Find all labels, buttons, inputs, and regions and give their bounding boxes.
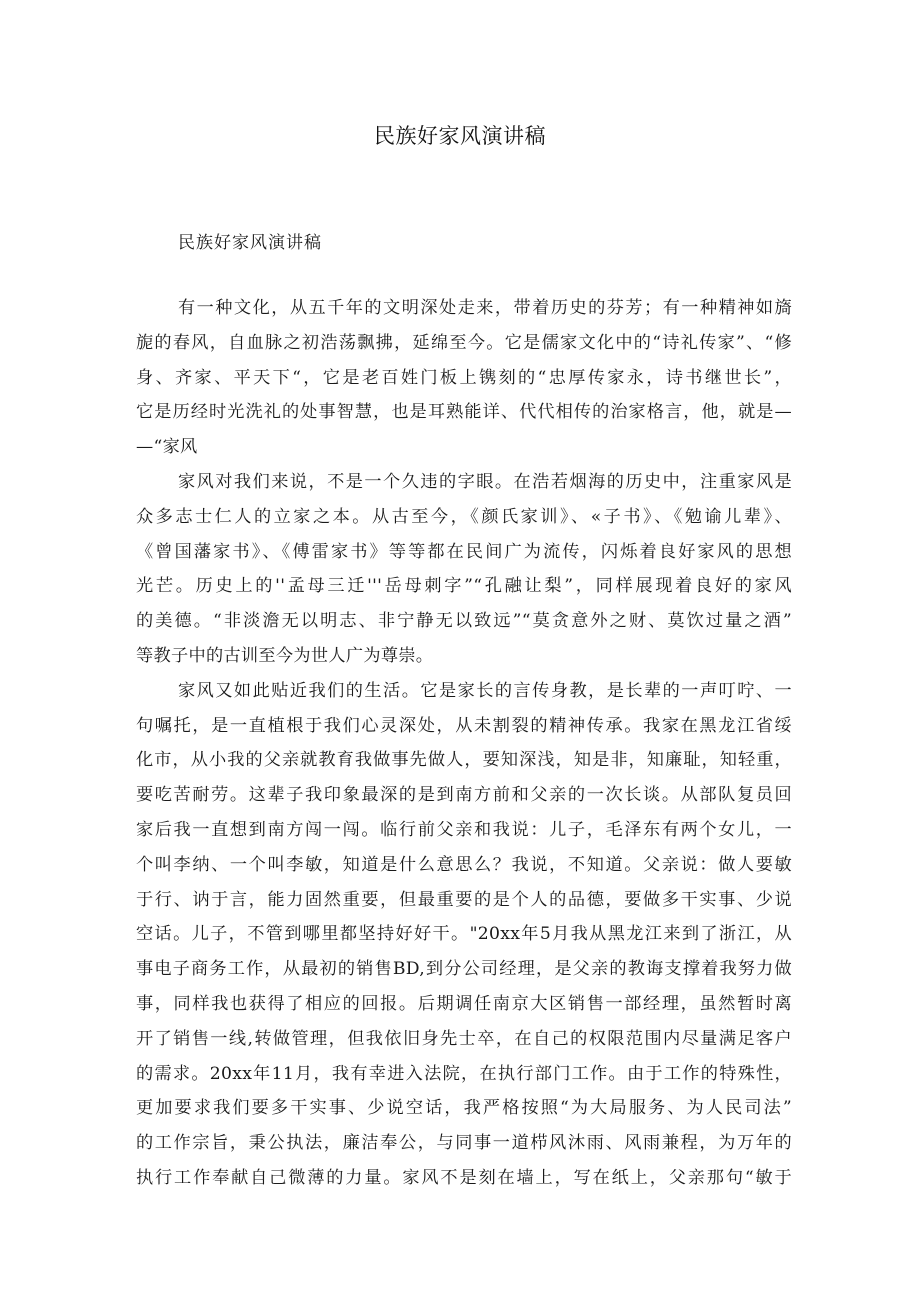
text-line: 众多志士仁人的立家之本。从古至今，《颜氏家训》、«子书》、《勉谕儿辈》、 bbox=[136, 506, 792, 527]
text-line: 的美德。“非淡澹无以明志、非宁静无以致远”“莫贪意外之财、莫饮过量之酒” bbox=[136, 611, 792, 632]
text-line: 身、齐家、平天下“，它是老百姓门板上镌刻的“忠厚传家永，诗书继世长”， bbox=[136, 367, 792, 388]
text-line: 等教子中的古训至今为世人广为尊崇。 bbox=[136, 645, 434, 666]
text-line: —“家风 bbox=[136, 437, 198, 458]
document-body bbox=[136, 291, 792, 1196]
text-line: 家风对我们来说，不是一个久违的字眼。在浩若烟海的历史中，注重家风是 bbox=[178, 471, 792, 492]
text-line: 它是历经时光洗礼的处事智慧，也是耳熟能详、代代相传的治家格言，他，就是— bbox=[136, 402, 792, 423]
text-line: 家后我一直想到南方闯一闯。临行前父亲和我说：儿子，毛泽东有两个女儿，一 bbox=[136, 819, 792, 840]
text-line: 《曾国藩家书》、《傅雷家书》等等都在民间广为流传，闪烁着良好家风的思想 bbox=[136, 541, 792, 562]
text-line: 空话。儿子，不管到哪里都坚持好好干。"20xx年5月我从黑龙江来到了浙江，从 bbox=[136, 924, 792, 945]
text-line: 家风又如此贴近我们的生活。它是家长的言传身教，是长辈的一声叮咛、一 bbox=[178, 680, 792, 701]
text-line: 句嘱托，是一直植根于我们心灵深处，从未割裂的精神传承。我家在黑龙江省绥 bbox=[136, 715, 792, 736]
text-line: 的工作宗旨，秉公执法，廉洁奉公，与同事一道栉风沐雨、风雨兼程，为万年的 bbox=[136, 1133, 792, 1154]
paragraph-history bbox=[136, 465, 792, 674]
text-line: 于行、讷于言，能力固然重要，但最重要的是个人的品德，要做多干实事、少说 bbox=[136, 889, 792, 910]
text-line: 有一种文化，从五千年的文明深处走来，带着历史的芬芳；有一种精神如旖 bbox=[178, 298, 792, 318]
text-line: 更加要求我们要多干实事、少说空话，我严格按照“为大局服务、为人民司法” bbox=[136, 1098, 792, 1119]
text-line: 的需求。20xx年11月，我有幸进入法院，在执行部门工作。由于工作的特殊性， bbox=[136, 1063, 792, 1084]
text-line: 开了销售一线,转做管理，但我依旧身先士卒，在自己的权限范围内尽量满足客户 bbox=[136, 1028, 792, 1049]
text-line: 事，同样我也获得了相应的回报。后期调任南京大区销售一部经理，虽然暂时离 bbox=[136, 993, 792, 1014]
text-line: 个叫李纳、一个叫李敏，知道是什么意思么？我说，不知道。父亲说：做人要敏 bbox=[136, 854, 792, 875]
text-line: 要吃苦耐劳。这辈子我印象最深的是到南方前和父亲的一次长谈。从部队复员回 bbox=[136, 785, 792, 806]
text-line: 旎的春风，自血脉之初浩荡飘拂，延绵至今。它是儒家文化中的“诗礼传家”、“修 bbox=[136, 332, 792, 353]
text-line: 事电子商务工作，从最初的销售BD,到分公司经理，是父亲的教诲支撑着我努力做 bbox=[136, 959, 792, 980]
text-line: 执行工作奉献自己微薄的力量。家风不是刻在墙上，写在纸上，父亲那句“敏于 bbox=[136, 1167, 792, 1188]
document-subtitle: 民族好家风演讲稿 bbox=[178, 233, 322, 253]
paragraph-culture bbox=[136, 291, 792, 465]
text-line: 化市，从小我的父亲就教育我做事先做人，要知深浅，知是非，知廉耻，知轻重， bbox=[136, 750, 792, 771]
paragraph-personal bbox=[136, 674, 792, 1196]
text-line: 光芒。历史上的''孟母三迁'''岳母刺字”“孔融让梨”，同样展现着良好的家风 bbox=[136, 576, 792, 597]
document-title: 民族好家风演讲稿 bbox=[374, 124, 546, 148]
